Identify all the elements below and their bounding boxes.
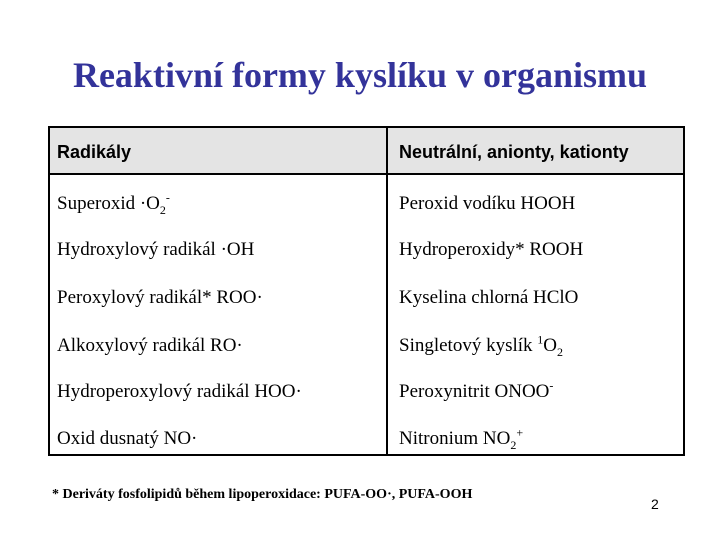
header-radicals: Radikály bbox=[57, 142, 132, 162]
slide-title: Reaktivní formy kyslíku v organismu bbox=[72, 55, 648, 95]
column-divider bbox=[386, 128, 388, 454]
header-non-radicals: Neutrální, anionty, kationty bbox=[399, 142, 629, 162]
cell-singlet-oxygen: Singletový kyslík $^1O_2$ bbox=[399, 332, 564, 359]
cell-hydroperoxyl-radical: Hydroperoxylový radikál HOO· bbox=[57, 381, 302, 402]
footnote: * Deriváty fosfolipidů během lipoperoxidace: PUFA-OO·, PUFA-OOH bbox=[52, 487, 473, 502]
ros-table bbox=[48, 126, 685, 456]
cell-alkoxyl-radical: Alkoxylový radikál RO· bbox=[57, 335, 243, 356]
cell-hydroperoxides: Hydroperoxidy* ROOH bbox=[399, 239, 584, 260]
cell-nitric-oxide: Oxid dusnatý NO· bbox=[57, 428, 198, 449]
cell-hydroxyl-radical: Hydroxylový radikál ·OH bbox=[57, 239, 255, 260]
cell-peroxynitrite: Peroxynitrit ONOO- bbox=[399, 378, 554, 402]
cell-hypochlorous-acid: Kyselina chlorná HClO bbox=[399, 287, 579, 308]
cell-superoxide: Superoxid $\cdot O_2^-$ bbox=[57, 190, 170, 217]
cell-nitronium: Nitronium $NO_2^+$ bbox=[399, 425, 524, 452]
page-number: 2 bbox=[651, 496, 659, 512]
cell-hydrogen-peroxide: Peroxid vodíku HOOH bbox=[399, 193, 576, 214]
cell-peroxyl-radical: Peroxylový radikál* ROO· bbox=[57, 287, 263, 308]
